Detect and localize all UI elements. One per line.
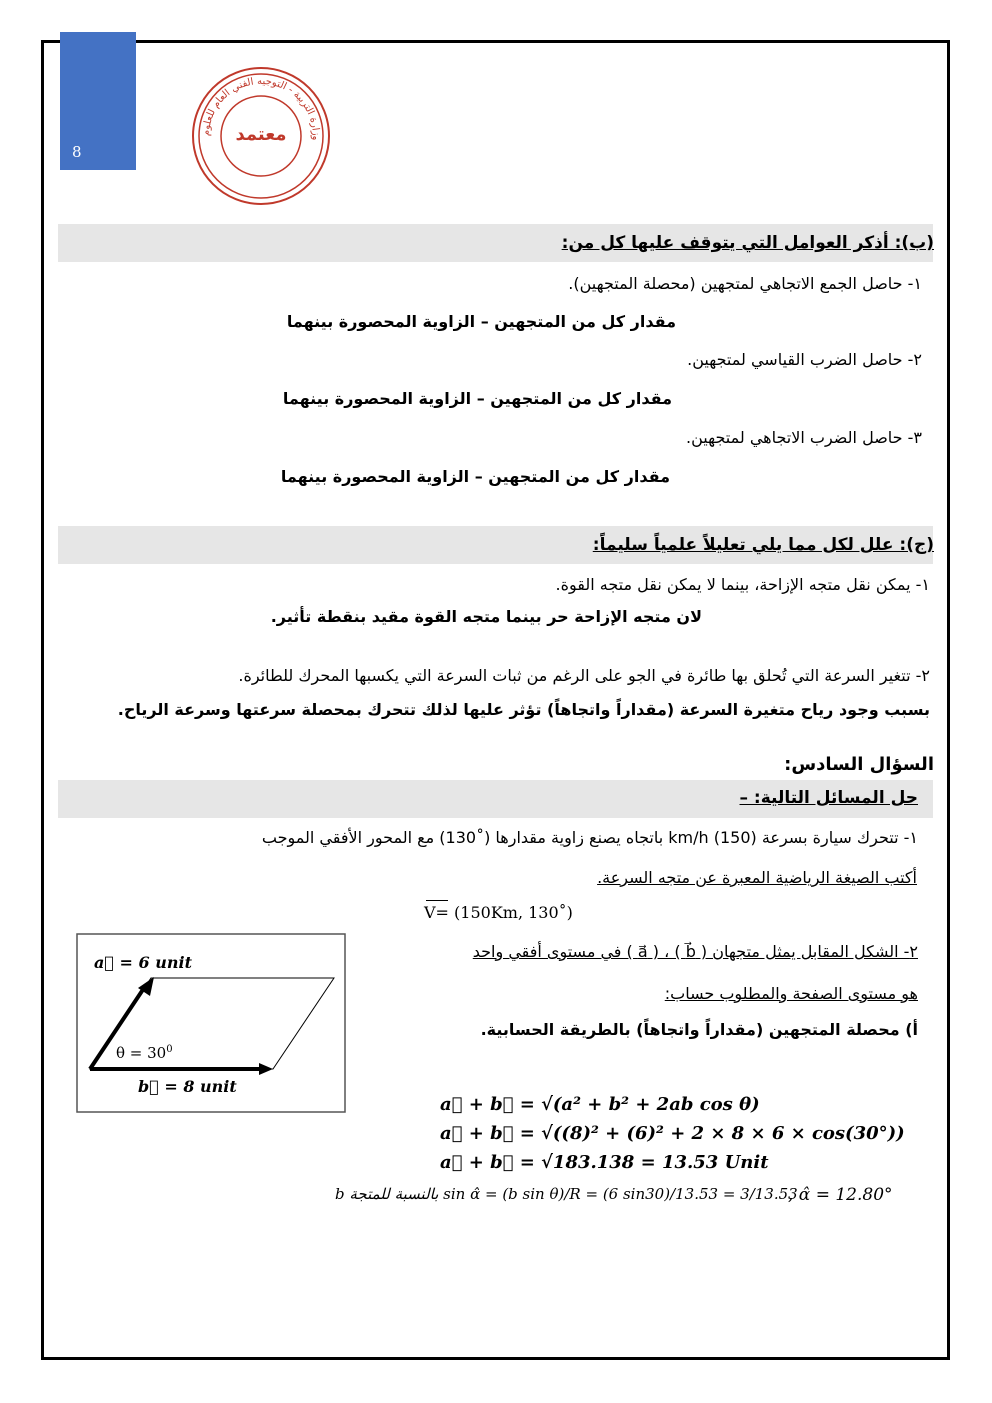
angle-result: , α̂ = 12.80° <box>788 1185 893 1205</box>
problem2-part-a: أ) محصلة المتجهين (مقداراً واتجاهاً) بالطريقة الحسابية. <box>480 1020 918 1039</box>
vector-diagram <box>76 933 346 1113</box>
section-b-item3-a: مقدار كل من المتجهين – الزاوية المحصورة بينهما <box>280 467 670 486</box>
stamp-text: معتمد <box>235 124 287 145</box>
vector-b-label: b⃗ = 8 unit <box>138 1077 237 1096</box>
section-b-item1-q: ١- حاصل الجمع الاتجاهي لمتجهين (محصلة المتجهين). <box>568 274 922 293</box>
section-b-item1-a: مقدار كل من المتجهين – الزاوية المحصورة بينهما <box>286 312 676 331</box>
problem1-line2: أكتب الصيغة الرياضية المعبرة عن متجه السرعة. <box>597 868 917 887</box>
vector-a-label: a⃗ = 6 unit <box>94 953 192 972</box>
section-c-item1-q: ١- يمكن نقل متجه الإزاحة، بينما لا يمكن نقل متجه القوة. <box>555 575 930 594</box>
problem1-line1: ١- تتحرك سيارة بسرعة km/h (150) باتجاه يصنع زاوية مقدارها (˚130) مع المحور الأفقي الموجب <box>261 828 918 847</box>
problem1-answer: V= (150Km, 130˚) <box>424 903 573 922</box>
question6-heading: حل المسائل التالية: – <box>739 788 918 808</box>
approval-stamp <box>186 66 336 206</box>
page-number: 8 <box>72 143 82 161</box>
formula-line1: a⃗ + b⃗ = √(a² + b² + 2ab cos θ) <box>440 1094 760 1115</box>
sine-rule: b بالنسبة للمتجة sin α̂ = (b sin θ)/R = (6 sin30)/13.53 = 3/13.53 <box>335 1185 798 1203</box>
theta-label: $\theta = 30^0$ <box>116 1044 173 1062</box>
problem2-line2: هو مستوى الصفحة والمطلوب حساب: <box>664 984 918 1003</box>
formula-line2: a⃗ + b⃗ = √((8)² + (6)² + 2 × 8 × 6 × cos(30°)) <box>440 1123 905 1144</box>
section-c-heading: (ج): علل لكل مما يلي تعليلاً علمياً سليماً: <box>592 535 934 555</box>
section-b-heading: (ب): أذكر العوامل التي يتوقف عليها كل من: <box>561 233 934 253</box>
section-b-item2-a: مقدار كل من المتجهين – الزاوية المحصورة بينهما <box>282 389 672 408</box>
section-b-item3-q: ٣- حاصل الضرب الاتجاهي لمتجهين. <box>685 428 922 447</box>
formula-line3: a⃗ + b⃗ = √183.138 = 13.53 Unit <box>440 1152 769 1173</box>
stamp-ring-text: وزارة التربية - التوجيه الفني العام للعلوم <box>200 75 322 141</box>
section-b-item2-q: ٢- حاصل الضرب القياسي لمتجهين. <box>687 350 922 369</box>
question6-title: السؤال السادس: <box>784 754 934 775</box>
section-c-item2-q: ٢- تتغير السرعة التي تُحلق بها طائرة في الجو على الرغم من ثبات السرعة التي يكسبها المحرك للطائرة. <box>238 666 930 685</box>
velocity-vector-bar <box>426 900 448 901</box>
section-c-item1-a: لان متجه الإزاحة حر بينما متجه القوة مقيد بنقطة تأثير. <box>270 607 702 626</box>
section-c-item2-a: بسبب وجود رياح متغيرة السرعة (مقداراً واتجاهاً) تؤثر عليها لذلك تتحرك بمحصلة سرعتها وسرعة الرياح. <box>117 700 930 719</box>
problem2-line1: ٢- الشكل المقابل يمثل متجهان ( b⃗ ) ، ( a⃗ ) في مستوى أفقي واحد <box>472 942 918 961</box>
